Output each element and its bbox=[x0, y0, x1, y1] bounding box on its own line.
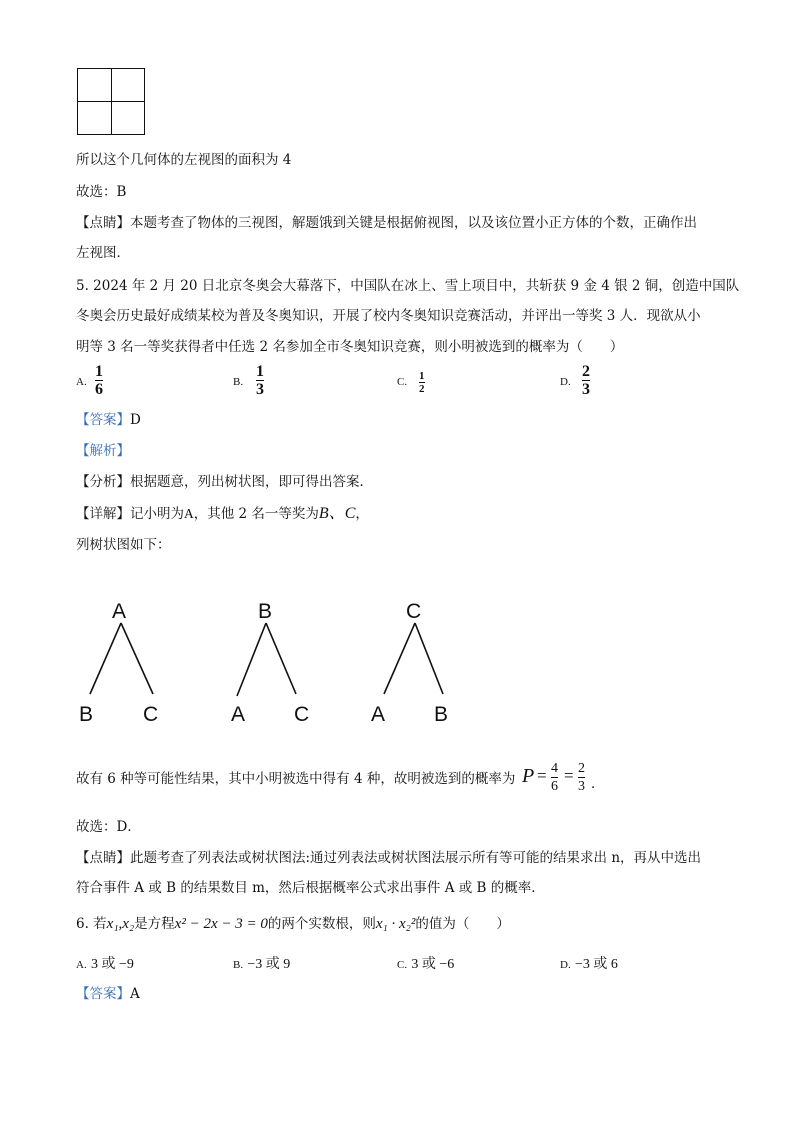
xiangjie-tag: 【详解】 bbox=[76, 506, 130, 522]
option-c-label: C. bbox=[397, 376, 408, 388]
tree-2-left: A bbox=[231, 703, 246, 726]
answer-value: D bbox=[130, 412, 141, 428]
option-b-label: B. bbox=[233, 376, 244, 388]
symbol-a: A bbox=[184, 506, 194, 521]
tree-1-left: B bbox=[79, 703, 94, 726]
left-view-conclusion: 所以这个几何体的左视图的面积为 4 bbox=[76, 152, 292, 168]
option-c-fraction: 1 2 bbox=[419, 370, 425, 396]
xiangjie-paragraph: 【详解】记小明为A，其他 2 名一等奖为B、C， bbox=[76, 505, 369, 522]
question-5-line3: 明等 3 名一等奖获得者中任选 2 名参加全市冬奥知识竞赛，则小明被选到的概率为（ ） bbox=[76, 339, 624, 355]
answer-tag: 【答案】 bbox=[76, 412, 130, 428]
comment-tag: 【点睛】 bbox=[76, 850, 130, 866]
option-d-fraction: 2 3 bbox=[582, 363, 590, 399]
question-5-line1: 5. 2024 年 2 月 20 日北京冬奥会大幕落下，中国队在冰上、雪上项目中，共斩获 9 金 4 银 2 铜，创造中国队 bbox=[76, 278, 740, 294]
comment-text: 本题考查了物体的三视图，解题饿到关键是根据俯视图，以及该位置小正方体的个数，正确作出 bbox=[130, 215, 697, 231]
answer-choice-b: 故选：B bbox=[76, 184, 127, 200]
result-fraction-4-6: 4 6 bbox=[551, 761, 558, 795]
q6-expression: x₁ · x₂² bbox=[375, 916, 416, 932]
tree-intro: 列树状图如下： bbox=[76, 537, 171, 553]
comment-paragraph-2-line2: 符合事件 A 或 B 的结果数目 m，然后根据概率公式求出事件 A 或 B 的概率． bbox=[76, 880, 545, 896]
q6-option-d: D. −3 或 6 bbox=[560, 957, 618, 972]
answer-value: A bbox=[130, 986, 140, 1002]
q6-option-a: A. 3 或 −9 bbox=[76, 957, 134, 972]
result-fraction-2-3: 2 3 bbox=[578, 761, 585, 795]
q6-option-c: C. 3 或 −6 bbox=[397, 957, 455, 972]
tree-2-root: B bbox=[258, 600, 273, 623]
comment-tag: 【点睛】 bbox=[76, 215, 130, 231]
tree-3-right: B bbox=[434, 703, 449, 726]
option-a-fraction: 1 6 bbox=[95, 363, 103, 399]
result-p-symbol: P bbox=[522, 765, 535, 787]
comment-text: 此题考查了列表法或树状图法:通过列表法或树状图法展示所有等可能的结果求出 n，再从中选出 bbox=[130, 850, 702, 866]
tree-1-right: C bbox=[143, 703, 159, 726]
tree-2-right: C bbox=[294, 703, 310, 726]
option-a-label: A. bbox=[76, 376, 87, 388]
answer-6 bbox=[76, 984, 140, 1004]
result-equals-1: = bbox=[537, 766, 547, 785]
comment-paragraph-2 bbox=[76, 848, 701, 868]
fenxi-tag: 【分析】 bbox=[76, 474, 130, 490]
result-period: ． bbox=[591, 776, 605, 792]
question-5-line2: 冬奥会历史最好成绩某校为普及冬奥知识，开展了校内冬奥知识竞赛活动，并评出一等奖 3 人．现欲从小 bbox=[76, 308, 701, 324]
tree-3-root: C bbox=[406, 600, 422, 623]
symbol-b-c: B、C bbox=[318, 505, 356, 522]
analysis-tag: 【解析】 bbox=[76, 443, 130, 459]
q6-equation: x² − 2x − 3 = 0 bbox=[174, 916, 268, 932]
q6-option-b: B. −3 或 9 bbox=[233, 957, 291, 972]
answer-tag: 【答案】 bbox=[76, 986, 130, 1002]
q6-roots: x₁,x₂ bbox=[106, 916, 135, 932]
fenxi-text: 根据题意，列出树状图，即可得出答案． bbox=[130, 474, 373, 490]
option-d-label: D. bbox=[560, 376, 571, 388]
choose-d: 故选：D． bbox=[76, 819, 141, 835]
probability-result-text: 故有 6 种等可能性结果，其中小明被选中得有 4 种，故明被选到的概率为 bbox=[76, 771, 516, 787]
option-b-fraction: 1 3 bbox=[256, 363, 264, 399]
tree-3-left: A bbox=[371, 703, 386, 726]
comment-paragraph-1-line2: 左视图． bbox=[76, 245, 130, 261]
tree-1-root: A bbox=[112, 600, 127, 623]
result-equals-2: = bbox=[564, 766, 574, 785]
question-6-stem: 6. 若x₁,x₂是方程x² − 2x − 3 = 0的两个实数根，则x₁ · x₂²的值为（ ） bbox=[76, 916, 510, 932]
